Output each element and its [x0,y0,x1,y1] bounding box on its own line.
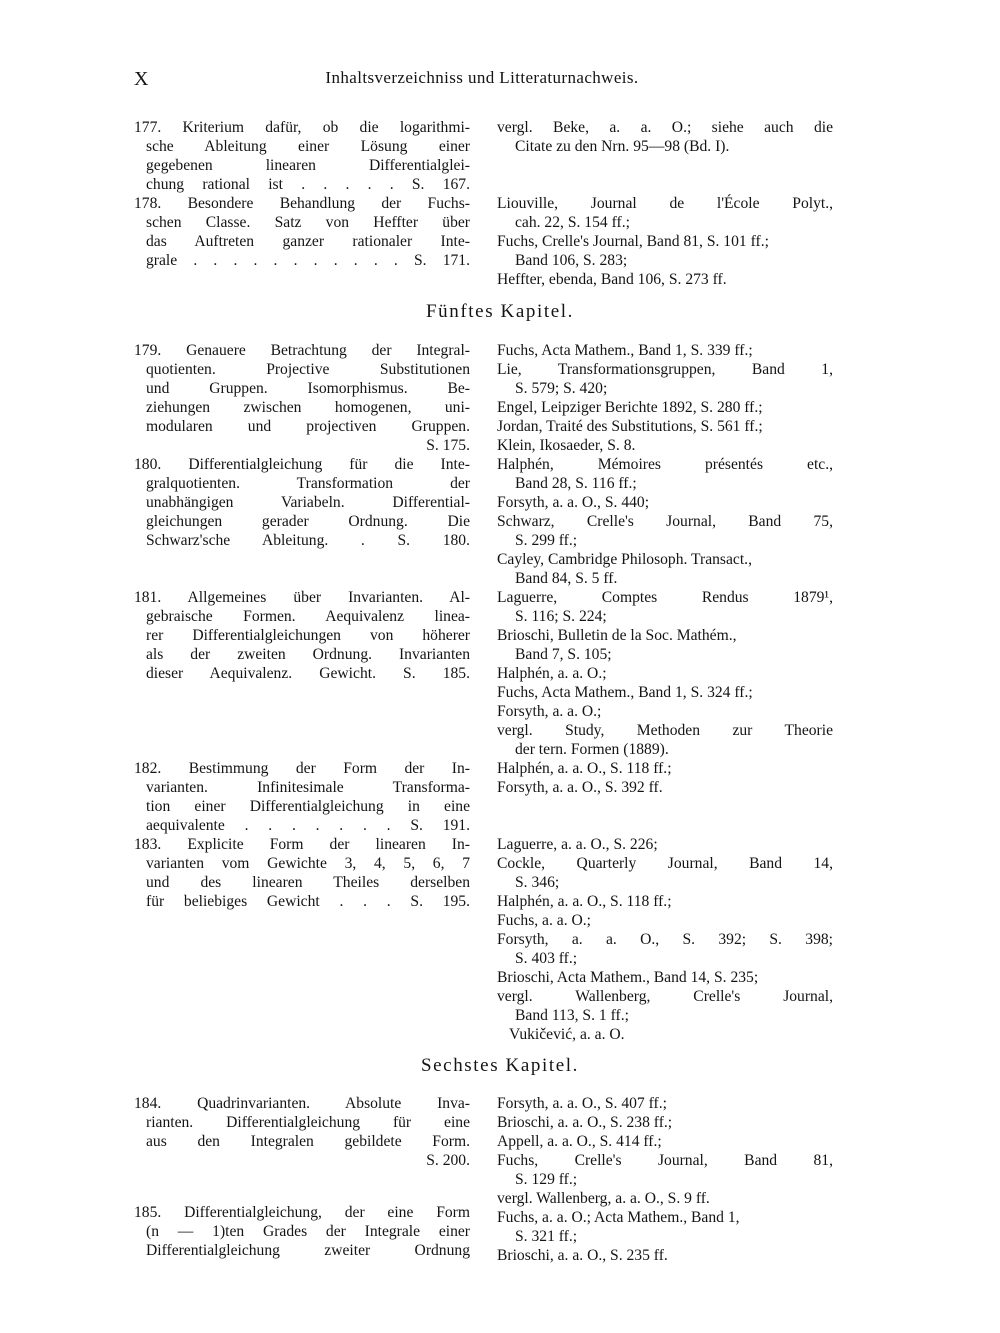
toc-line: rer Differentialgleichungen von höherer [146,627,470,644]
toc-line: 184. Quadrinvarianten. Absolute Inva- [134,1095,470,1112]
toc-line: rianten. Differentialgleichung für eine [146,1114,470,1131]
toc-line: sche Ableitung einer Lösung einer [146,138,470,155]
toc-line: Differentialgleichung zweiter Ordnung [146,1242,470,1259]
toc-line: 181. Allgemeines über Invarianten. Al- [134,589,470,606]
references-chapter-5 [497,341,833,1044]
reference-line: Band 84, S. 5 ff. [515,570,618,587]
toc-line: ziehungen zwischen homogenen, uni- [146,399,470,416]
reference-line: S. 129 ff.; [515,1171,578,1188]
toc-line: quotienten. Projective Substitutionen [146,361,470,378]
toc-entries-chapter-6 [134,1094,470,1260]
reference-line: Vukičević, a. a. O. [509,1026,625,1043]
chapter-heading-5: Fünftes Kapitel. [425,301,575,322]
reference-line: Band 113, S. 1 ff.; [515,1007,629,1024]
toc-line: 178. Besondere Behandlung der Fuchs- [134,195,470,212]
reference-line: Klein, Ikosaeder, S. 8. [497,437,636,454]
reference-line: Forsyth, a. a. O.; [497,703,602,720]
reference-line: S. 346; [515,874,560,891]
reference-line: Band 7, S. 105; [515,646,612,663]
reference-line: cah. 22, S. 154 ff.; [515,214,630,231]
toc-line: gleichungen gerader Ordnung. Die [146,513,470,530]
reference-line: Jordan, Traité des Substitutions, S. 561 ff.; [497,418,763,435]
reference-line: Schwarz, Crelle's Journal, Band 75, [497,513,833,530]
reference-line: Fuchs, Acta Mathem., Band 1, S. 324 ff.; [497,684,753,701]
reference-line: S. 403 ff.; [515,950,578,967]
reference-line: Citate zu den Nrn. 95—98 (Bd. I). [515,138,730,155]
toc-line: 182. Bestimmung der Form der In- [134,760,470,777]
reference-line: Fuchs, a. a. O.; Acta Mathem., Band 1, [497,1209,740,1226]
reference-line: Brioschi, Bulletin de la Soc. Mathém., [497,627,737,644]
toc-line: und Gruppen. Isomorphismus. Be- [146,380,470,397]
reference-line: Fuchs, Crelle's Journal, Band 81, [497,1152,833,1169]
running-title: Inhaltsverzeichniss und Litteraturnachweis. [325,68,639,87]
reference-line: Brioschi, Acta Mathem., Band 14, S. 235; [497,969,759,986]
toc-line: 177. Kriterium dafür, ob die logarithmi- [134,119,470,136]
reference-line: Cockle, Quarterly Journal, Band 14, [497,855,833,872]
reference-line: Halphén, a. a. O.; [497,665,607,682]
reference-line: Engel, Leipziger Berichte 1892, S. 280 ff.; [497,399,763,416]
toc-line: chung rational ist . . . . . S. 167. [146,176,470,193]
reference-line: vergl. Wallenberg, Crelle's Journal, [497,988,833,1005]
toc-line: schen Classe. Satz von Heffter über [146,214,470,231]
reference-line: Forsyth, a. a. O., S. 407 ff.; [497,1095,667,1112]
chapter-heading-6: Sechstes Kapitel. [420,1055,580,1076]
reference-line: S. 579; S. 420; [515,380,608,397]
reference-line: Laguerre, Comptes Rendus 1879¹, [497,589,833,606]
reference-line: S. 116; S. 224; [515,608,607,625]
reference-line: Forsyth, a. a. O., S. 440; [497,494,650,511]
toc-line: Schwarz'sche Ableitung. . S. 180. [146,532,470,549]
reference-line: vergl. Study, Methoden zur Theorie [497,722,833,739]
toc-page-ref: S. 200. [426,1152,470,1169]
toc-line: varianten vom Gewichte 3, 4, 5, 6, 7 [146,855,470,872]
toc-line: dieser Aequivalenz. Gewicht. S. 185. [146,665,470,682]
reference-line: Lie, Transformationsgruppen, Band 1, [497,361,833,378]
toc-line: modularen und projectiven Gruppen. [146,418,470,435]
reference-line: Band 106, S. 283; [515,252,628,269]
toc-line: für beliebiges Gewicht . . . S. 195. [146,893,470,910]
toc-line: das Auftreten ganzer rationaler Inte- [146,233,470,250]
reference-line: S. 299 ff.; [515,532,578,549]
toc-line: gegebenen linearen Differentialglei- [146,157,470,174]
toc-entries-chapter-5 [134,341,470,911]
toc-line: unabhängigen Variabeln. Differential- [146,494,470,511]
toc-page-ref: S. 175. [426,437,470,454]
toc-line: als der zweiten Ordnung. Invarianten [146,646,470,663]
toc-line: gralquotienten. Transformation der [146,475,470,492]
reference-line: Halphén, Mémoires présentés etc., [497,456,833,473]
reference-line: Heffter, ebenda, Band 106, S. 273 ff. [497,271,727,288]
toc-line: 179. Genauere Betrachtung der Integral- [134,342,470,359]
reference-line: Forsyth, a. a. O., S. 392; S. 398; [497,931,833,948]
reference-line: Band 28, S. 116 ff.; [515,475,637,492]
reference-line: Brioschi, a. a. O., S. 235 ff. [497,1247,668,1264]
toc-entries-top [134,118,470,270]
toc-line: aequivalente . . . . . . . S. 191. [146,817,470,834]
reference-line: Halphén, a. a. O., S. 118 ff.; [497,893,672,910]
reference-line: S. 321 ff.; [515,1228,578,1245]
references-top [497,118,833,289]
reference-line: Brioschi, a. a. O., S. 238 ff.; [497,1114,673,1131]
toc-line: 180. Differentialgleichung für die Inte- [134,456,470,473]
page-number: X [134,68,149,90]
toc-line: tion einer Differentialgleichung in eine [146,798,470,815]
toc-line: varianten. Infinitesimale Transforma- [146,779,470,796]
reference-line: Laguerre, a. a. O., S. 226; [497,836,658,853]
toc-line: aus den Integralen gebildete Form. [146,1133,470,1150]
running-head [134,68,830,92]
reference-line: vergl. Wallenberg, a. a. O., S. 9 ff. [497,1190,710,1207]
toc-line: und des linearen Theiles derselben [146,874,470,891]
toc-line: 183. Explicite Form der linearen In- [134,836,470,853]
references-chapter-6 [497,1094,833,1265]
reference-line: Liouville, Journal de l'École Polyt., [497,195,833,212]
reference-line: Fuchs, Crelle's Journal, Band 81, S. 101 ff.; [497,233,769,250]
reference-line: Cayley, Cambridge Philosoph. Transact., [497,551,752,568]
toc-line: grale . . . . . . . . . . . S. 171. [146,252,470,269]
toc-line: (n — 1)ten Grades der Integrale einer [146,1223,470,1240]
reference-line: Appell, a. a. O., S. 414 ff.; [497,1133,662,1150]
reference-line: Halphén, a. a. O., S. 118 ff.; [497,760,672,777]
reference-line: Fuchs, a. a. O.; [497,912,591,929]
reference-line: Fuchs, Acta Mathem., Band 1, S. 339 ff.; [497,342,753,359]
reference-line: vergl. Beke, a. a. O.; siehe auch die [497,119,833,136]
toc-line: 185. Differentialgleichung, der eine Form [134,1204,470,1221]
reference-line: der tern. Formen (1889). [515,741,669,758]
toc-line: gebraische Formen. Aequivalenz linea- [146,608,470,625]
reference-line: Forsyth, a. a. O., S. 392 ff. [497,779,663,796]
